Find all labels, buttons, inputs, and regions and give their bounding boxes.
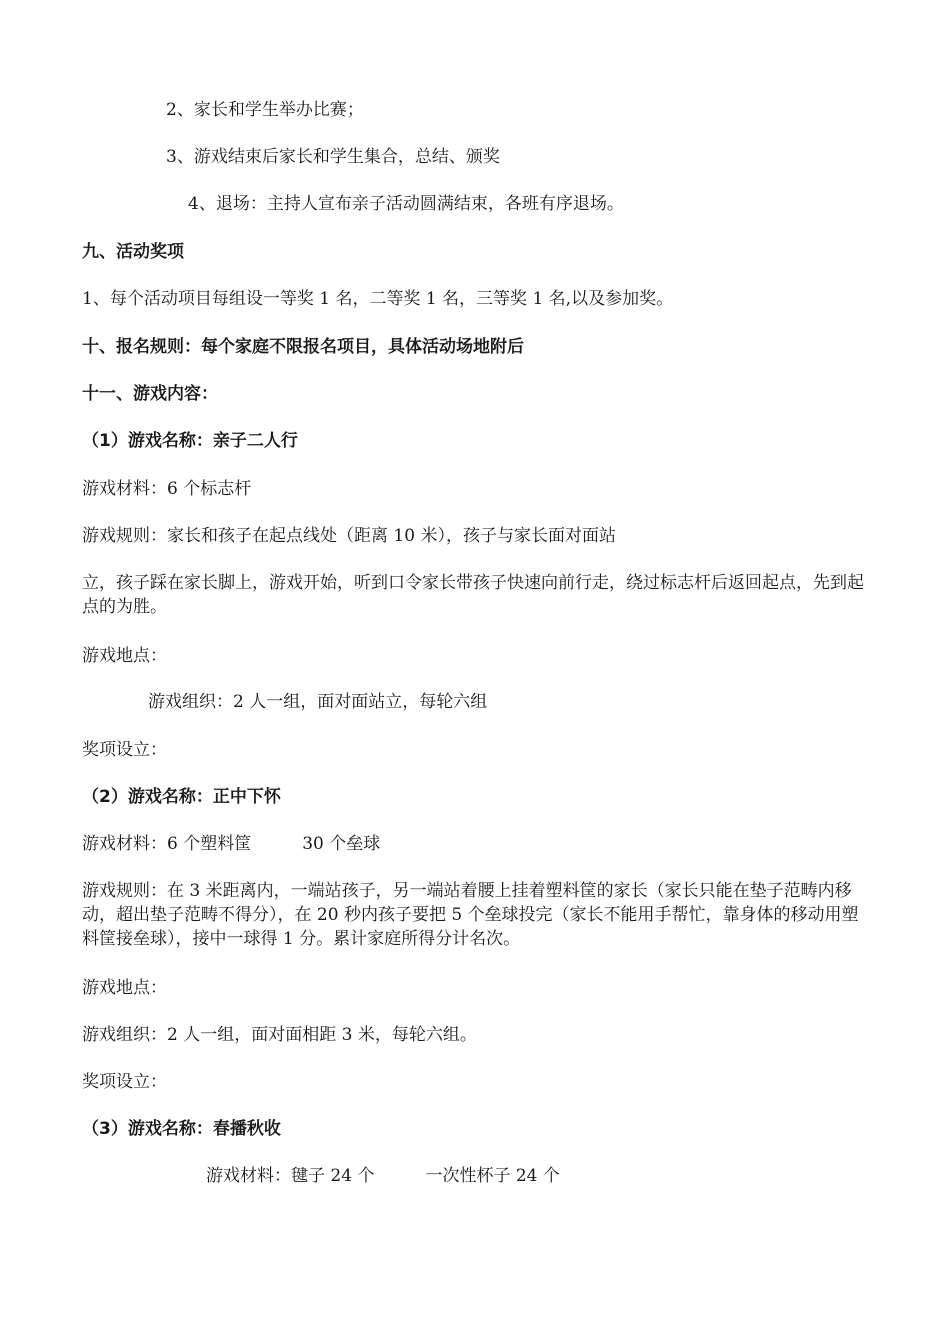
game-1-material: 游戏材料：6 个标志杆	[82, 479, 252, 499]
game-2-name: （2）游戏名称：正中下怀	[82, 787, 281, 807]
game-2-award: 奖项设立：	[82, 1072, 167, 1092]
game-1-rule-line-2: 立，孩子踩在家长脚上，游戏开始，听到口令家长带孩子快速向前行走，绕过标志杆后返回起点，先到起点的为胜。	[82, 573, 864, 617]
game-1-award: 奖项设立：	[82, 740, 167, 760]
game-2-place: 游戏地点：	[82, 978, 167, 998]
step-2: 2、家长和学生举办比赛；	[166, 100, 364, 120]
game-3-name: （3）游戏名称：春播秋收	[82, 1119, 281, 1139]
game-2-organization: 游戏组织：2 人一组，面对面相距 3 米，每轮六组。	[82, 1025, 477, 1045]
section-9-body: 1、每个活动项目每组设一等奖 1 名，二等奖 1 名，三等奖 1 名,以及参加奖。	[82, 289, 674, 309]
step-4: 4、退场：主持人宣布亲子活动圆满结束，各班有序退场。	[188, 194, 624, 214]
section-11-heading: 十一、游戏内容：	[82, 384, 218, 404]
game-1-place: 游戏地点：	[82, 646, 167, 666]
section-10-heading: 十、报名规则：每个家庭不限报名项目，具体活动场地附后	[82, 337, 524, 357]
game-2-material: 游戏材料：6 个塑料筐 30 个垒球	[82, 834, 381, 854]
game-1-rule-line-1: 游戏规则：家长和孩子在起点线处（距离 10 米），孩子与家长面对面站	[82, 526, 616, 546]
game-2-rule: 游戏规则：在 3 米距离内，一端站孩子，另一端站着腰上挂着塑料筐的家长（家长只能在垫子范畴内移动，超出垫子范畴不得分），在 20 秒内孩子要把 5 个垒球投完（家长不能用手帮忙，靠身体的移动用塑料筐接垒球），接中一球得 1 分。累计家庭所得分计名次。	[82, 881, 859, 949]
game-3-material: 游戏材料：毽子 24 个 一次性杯子 24 个	[206, 1166, 560, 1186]
game-1-organization: 游戏组织：2 人一组，面对面站立，每轮六组	[148, 692, 488, 712]
step-3: 3、游戏结束后家长和学生集合，总结、颁奖	[166, 147, 500, 167]
section-9-heading: 九、活动奖项	[82, 242, 184, 262]
game-1-name: （1）游戏名称：亲子二人行	[82, 431, 298, 451]
